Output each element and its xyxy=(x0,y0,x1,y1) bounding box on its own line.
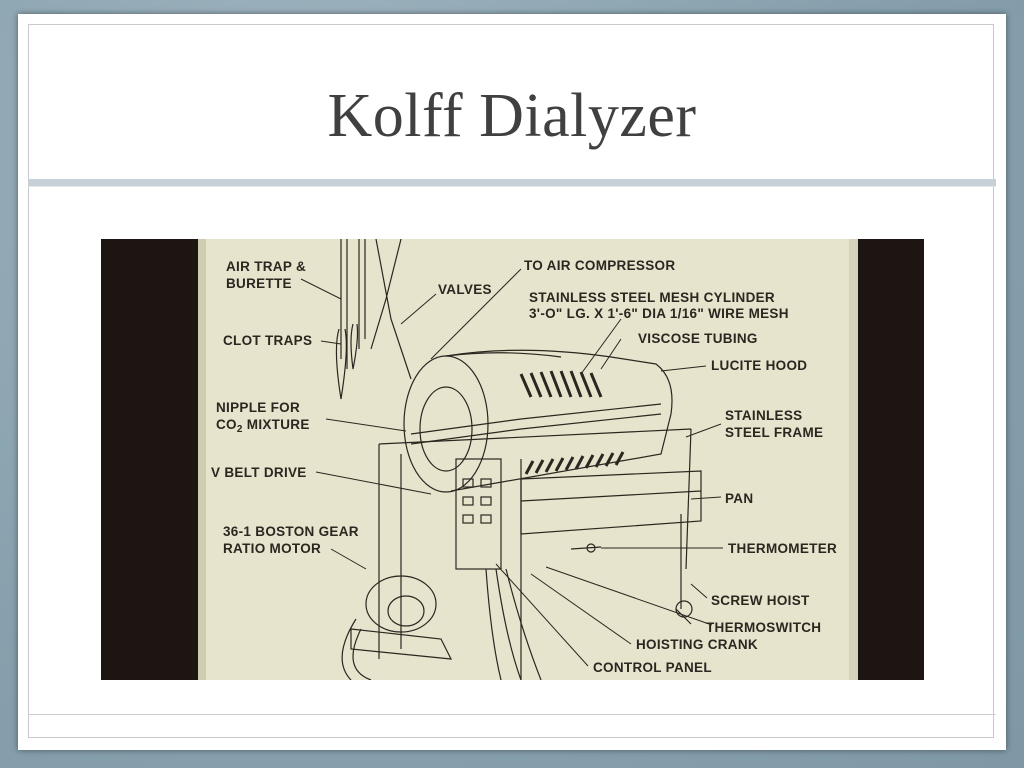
label-stainless-frame-1: STAINLESS xyxy=(725,408,803,423)
footer-line xyxy=(28,714,996,715)
label-mesh-cylinder-1: STAINLESS STEEL MESH CYLINDER xyxy=(529,290,775,305)
label-thermometer: THERMOMETER xyxy=(728,541,838,556)
label-nipple-subscript: 2 xyxy=(236,424,243,435)
label-control-panel: CONTROL PANEL xyxy=(593,660,712,675)
label-motor-1: 36-1 BOSTON GEAR xyxy=(223,524,359,539)
label-to-air-compressor: TO AIR COMPRESSOR xyxy=(524,258,676,273)
label-stainless-frame-2: STEEL FRAME xyxy=(725,425,824,440)
label-pan: PAN xyxy=(725,491,754,506)
label-lucite-hood: LUCITE HOOD xyxy=(711,358,808,373)
label-clot-traps: CLOT TRAPS xyxy=(223,333,313,348)
label-mesh-cylinder-2: 3'-O" LG. X 1'-6" DIA 1/16" WIRE MESH xyxy=(529,306,789,321)
paper-shade-left xyxy=(198,239,206,680)
label-nipple-1: NIPPLE FOR xyxy=(216,400,301,415)
label-air-trap-2: BURETTE xyxy=(226,276,292,291)
label-hoisting-crank: HOISTING CRANK xyxy=(636,637,758,652)
label-nipple-co: CO xyxy=(216,417,237,432)
dialyzer-photo xyxy=(101,239,924,680)
label-screw-hoist: SCREW HOIST xyxy=(711,593,810,608)
slide xyxy=(18,14,1006,750)
dialyzer-diagram xyxy=(101,239,924,680)
label-motor-2: RATIO MOTOR xyxy=(223,541,322,556)
label-v-belt-drive: V BELT DRIVE xyxy=(211,465,307,480)
label-nipple-mixture: MIXTURE xyxy=(242,417,310,432)
label-air-trap-1: AIR TRAP & xyxy=(226,259,307,274)
title-divider xyxy=(28,179,996,186)
label-viscose-tubing: VISCOSE TUBING xyxy=(638,331,758,346)
paper-shade-right xyxy=(849,239,858,680)
label-valves: VALVES xyxy=(438,282,492,297)
label-thermoswitch: THERMOSWITCH xyxy=(706,620,822,635)
title-divider-line xyxy=(28,186,996,187)
slide-title: Kolff Dialyzer xyxy=(327,82,697,150)
